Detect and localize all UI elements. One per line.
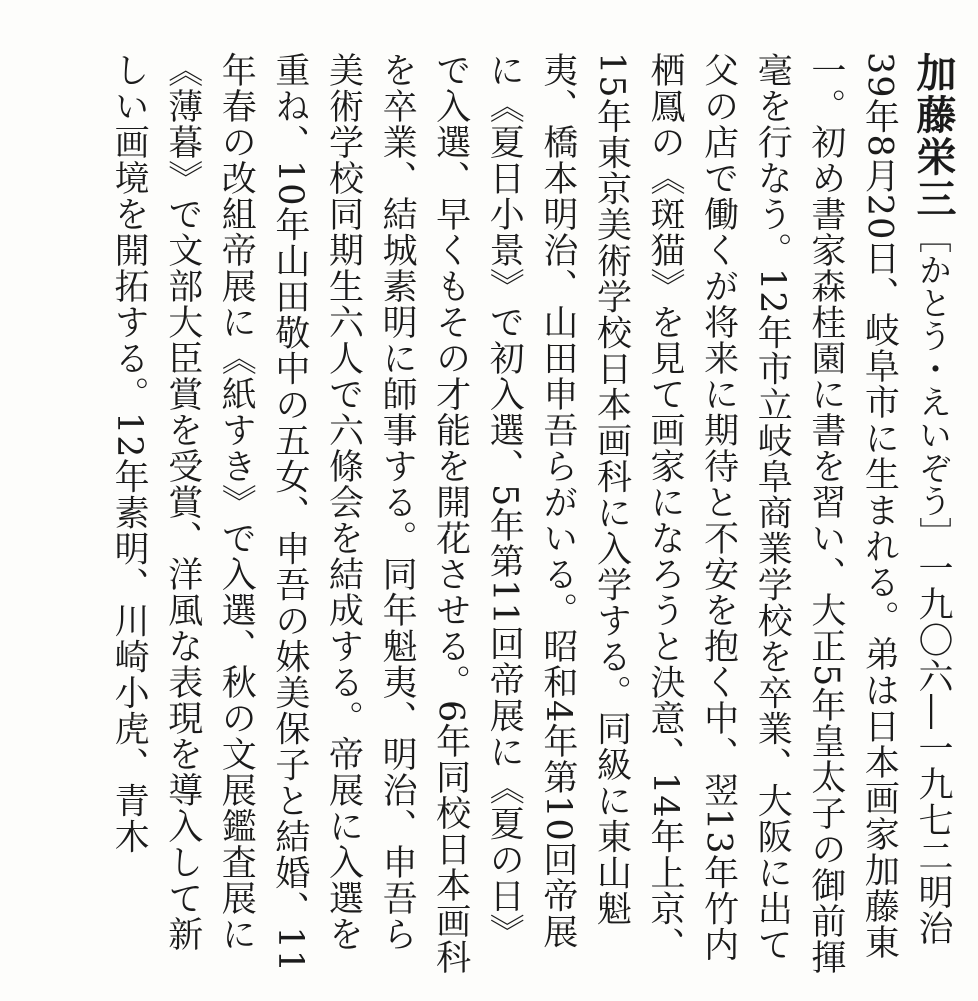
entry-reading: ［かとう・えいぞう］ — [914, 220, 953, 550]
entry-years: 一九〇六―一九七二 — [913, 550, 953, 874]
entry-paragraph — [102, 52, 961, 982]
biography-entry — [102, 52, 961, 982]
entry-headword: 加藤栄三 — [910, 52, 956, 220]
entry-body: 明治39年8月20日、岐阜市に生まれる。弟は日本画家加藤東一。初め書家森桂園に書を習い、大正5年皇太子の御前揮毫を行なう。12年市立岐阜商業学校を卒業、大阪に出て父の店で働くが将来に期待と不安を抱く中、翌13年竹内栖鳳の《斑猫》を見て画家になろうと決意、14年上京、15年東京美術学校日本画科に入学する。同級に東山魁夷、橋本明治、山田申吾らがいる。昭和4年第10回帝展に《夏日小景》で初入選、5年第11回帝展に《夏の日》で入選、早くもその才能を開花させる。6年同校日本画科を卒業、結城素明に師事する。同年魁夷、明治、申吾ら美術学校同期生六人で六條会を結成する。帝展に入選を重ね、10年山田敬中の五女、申吾の妹美保子と結婚、11年春の改組帝展に《紙すき》で入選、秋の文展鑑査展に《薄暮》で文部大臣賞を受賞、洋風な表現を導入して新しい画境を開拓する。12年素明、川崎小虎、青木 — [109, 52, 953, 976]
